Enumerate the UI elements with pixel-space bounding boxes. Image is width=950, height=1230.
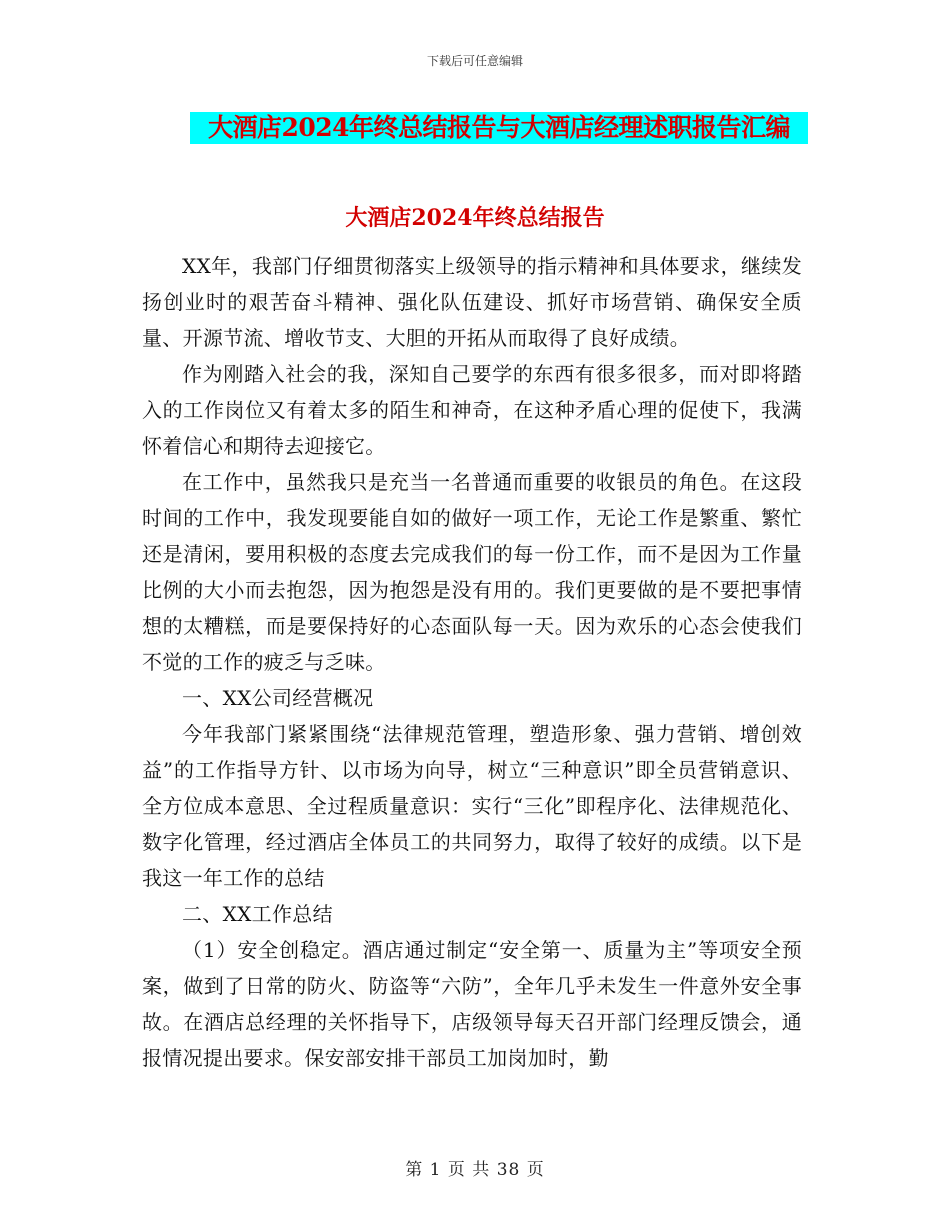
paragraph-intro: XX年，我部门仔细贯彻落实上级领导的指示精神和具体要求，继续发扬创业时的艰苦奋斗精神、强化队伍建设、抓好市场营销、确保安全质量、开源节流、增收节支、大胆的开拓从而取得了良好成绩。: [142, 254, 802, 350]
heading-company-overview: 一、XX公司经营概况: [182, 686, 374, 710]
page-number-footer: 第 1 页 共 38 页: [405, 1160, 545, 1180]
document-main-title: 大酒店2024年终总结报告与大酒店经理述职报告汇编: [190, 112, 808, 144]
heading-work-summary: 二、XX工作总结: [182, 902, 333, 926]
header-note: 下载后可任意编辑: [426, 54, 523, 68]
section-title: 大酒店2024年终总结报告: [345, 205, 605, 231]
paragraph-safety: （1）安全创稳定。酒店通过制定“安全第一、质量为主”等项安全预案，做到了日常的防火、防盗等“六防”，全年几乎未发生一件意外安全事故。在酒店总经理的关怀指导下，店级领导每天召开部门经理反馈会，通报情况提出要求。保安部安排干部员工加岗加时，勤: [142, 938, 802, 1070]
paragraph-newcomer: 作为刚踏入社会的我，深知自己要学的东西有很多很多，而对即将踏入的工作岗位又有着太多的陌生和神奇，在这种矛盾心理的促使下，我满怀着信心和期待去迎接它。: [142, 362, 802, 458]
document-body: [142, 248, 802, 1076]
paragraph-cashier-role: 在工作中，虽然我只是充当一名普通而重要的收银员的角色。在这段时间的工作中，我发现要能自如的做好一项工作，无论工作是繁重、繁忙还是清闲，要用积极的态度去完成我们的每一份工作，而不是因为工作量比例的大小而去抱怨，因为抱怨是没有用的。我们更要做的是不要把事情想的太糟糕，而是要保持好的心态面队每一天。因为欢乐的心态会使我们不觉的工作的疲乏与乏味。: [142, 470, 802, 674]
paragraph-overview: 今年我部门紧紧围绕“法律规范管理，塑造形象、强力营销、增创效益”的工作指导方针、以市场为向导，树立“三种意识”即全员营销意识、全方位成本意思、全过程质量意识：实行“三化”即程序化、法律规范化、数字化管理，经过酒店全体员工的共同努力，取得了较好的成绩。以下是我这一年工作的总结: [142, 722, 802, 890]
